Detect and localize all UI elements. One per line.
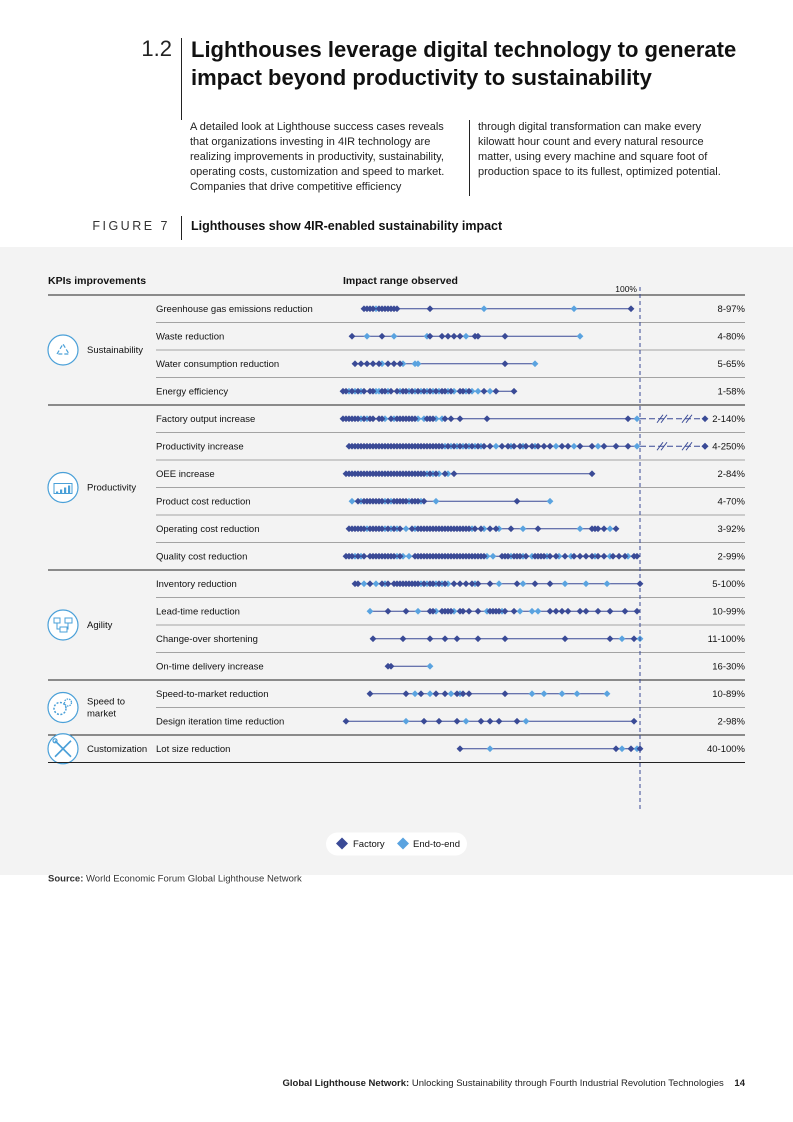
- figure-title: Lighthouses show 4IR-enabled sustainability impact: [191, 219, 503, 233]
- end-to-end-point: [403, 525, 410, 532]
- kpi-label: Lot size reduction: [156, 743, 231, 755]
- factory-point: [457, 333, 464, 340]
- end-to-end-point: [577, 333, 584, 340]
- factory-point: [577, 553, 584, 560]
- factory-point: [589, 470, 596, 477]
- factory-point: [553, 608, 560, 615]
- end-to-end-point: [529, 690, 536, 697]
- kpi-label: Quality cost reduction: [156, 551, 248, 563]
- kpi-label: Lead-time reduction: [156, 606, 240, 618]
- factory-point: [511, 608, 518, 615]
- kpi-range-value: 11-100%: [707, 633, 745, 645]
- kpi-label: Speed-to-market reduction: [156, 688, 269, 700]
- factory-point: [481, 388, 488, 395]
- factory-point: [565, 608, 572, 615]
- legend-factory-label: Factory: [353, 839, 385, 850]
- factory-point: [385, 360, 392, 367]
- factory-point: [502, 333, 509, 340]
- end-to-end-point: [448, 690, 455, 697]
- factory-point: [502, 635, 509, 642]
- end-to-end-point: [364, 333, 371, 340]
- factory-point: [427, 635, 434, 642]
- factory-point: [475, 635, 482, 642]
- footer-publication-rest: Unlocking Sustainability through Fourth Industrial Revolution Technologies: [411, 1078, 724, 1089]
- tools-icon: [48, 734, 78, 764]
- factory-point: [385, 608, 392, 615]
- factory-point: [613, 443, 620, 450]
- factory-point: [487, 525, 494, 532]
- factory-point: [370, 360, 377, 367]
- kpi-range-value: 1-58%: [717, 386, 745, 398]
- factory-point: [535, 525, 542, 532]
- end-to-end-point: [427, 690, 434, 697]
- page-number: 14: [734, 1078, 745, 1089]
- kpi-range-value: 4-250%: [712, 441, 745, 453]
- end-to-end-point: [553, 443, 560, 450]
- factory-point: [487, 443, 494, 450]
- factory-point: [616, 553, 623, 560]
- factory-point: [607, 635, 614, 642]
- factory-point: [514, 718, 521, 725]
- end-to-end-point: [535, 608, 542, 615]
- end-to-end-point: [412, 690, 419, 697]
- kpi-range-value: 4-70%: [717, 496, 745, 508]
- factory-point: [562, 553, 569, 560]
- end-to-end-point: [463, 718, 470, 725]
- factory-point: [478, 718, 485, 725]
- end-to-end-point: [520, 525, 527, 532]
- factory-point: [442, 690, 449, 697]
- figure-label: FIGURE 7: [92, 219, 170, 233]
- factory-point: [631, 718, 638, 725]
- footer-publication-bold: Global Lighthouse Network:: [282, 1078, 410, 1089]
- kpi-label: On-time delivery increase: [156, 661, 264, 673]
- end-to-end-point: [391, 333, 398, 340]
- section-number: 1.2: [141, 36, 172, 61]
- factory-point: [508, 525, 515, 532]
- end-to-end-point: [520, 580, 527, 587]
- factory-point: [502, 360, 509, 367]
- group-label-3-0: Speed to: [87, 696, 126, 708]
- end-to-end-point: [493, 443, 500, 450]
- factory-point: [622, 608, 629, 615]
- factory-point: [442, 635, 449, 642]
- factory-point: [475, 608, 482, 615]
- source-text: World Economic Forum Global Lighthouse Network: [86, 873, 302, 885]
- factory-point: [583, 608, 590, 615]
- factory-point: [403, 608, 410, 615]
- factory-point: [448, 415, 455, 422]
- end-to-end-point: [583, 580, 590, 587]
- factory-point: [451, 580, 458, 587]
- factory-point: [514, 498, 521, 505]
- end-to-end-point: [604, 580, 611, 587]
- end-to-end-point: [529, 608, 536, 615]
- factory-point: [502, 690, 509, 697]
- end-to-end-point: [559, 690, 566, 697]
- reference-line-label: 100%: [615, 284, 637, 294]
- kpi-range-value: 5-100%: [712, 578, 745, 590]
- factory-point: [457, 580, 464, 587]
- kpi-label: Waste reduction: [156, 331, 225, 343]
- header-impact: Impact range observed: [343, 275, 458, 287]
- kpi-range-value: 8-97%: [717, 303, 745, 315]
- flowchart-icon: [48, 610, 78, 640]
- factory-point: [634, 608, 641, 615]
- end-to-end-point: [406, 553, 413, 560]
- kpi-range-chart: [0, 247, 793, 885]
- end-to-end-point: [361, 580, 368, 587]
- legend-end-to-end-label: End-to-end: [413, 839, 461, 850]
- factory-point: [613, 525, 620, 532]
- end-to-end-point: [571, 305, 578, 312]
- end-to-end-point: [523, 718, 530, 725]
- end-to-end-point: [487, 745, 494, 752]
- factory-point: [613, 745, 620, 752]
- factory-point: [583, 553, 590, 560]
- factory-point: [496, 718, 503, 725]
- factory-point: [433, 690, 440, 697]
- factory-point: [463, 580, 470, 587]
- paragraph-divider: [469, 120, 470, 196]
- group-label-4-0: Customization: [87, 743, 148, 755]
- header-kpi: KPIs improvements: [48, 275, 147, 287]
- end-to-end-point: [403, 718, 410, 725]
- end-to-end-point: [475, 388, 482, 395]
- factory-point: [370, 635, 377, 642]
- end-to-end-point: [532, 360, 539, 367]
- kpi-range-value: 10-89%: [712, 688, 745, 700]
- intro-paragraph-left: A detailed look at Lighthouse success cases reveals that organizations investing in 4IR technology are realizing improvements in productivity, sustainability, operating costs, customization and speed to market. Companies that drive competitive efficiency: [190, 121, 445, 193]
- end-to-end-point: [571, 443, 578, 450]
- end-to-end-point: [619, 745, 626, 752]
- end-to-end-point: [595, 443, 602, 450]
- factory-point: [457, 745, 464, 752]
- end-to-end-point: [574, 690, 581, 697]
- end-to-end-point: [562, 580, 569, 587]
- end-to-end-point: [349, 498, 356, 505]
- end-to-end-point: [463, 333, 470, 340]
- factory-point: [532, 580, 539, 587]
- factory-point: [601, 443, 608, 450]
- group-label-1-0: Productivity: [87, 482, 137, 494]
- factory-point: [454, 635, 461, 642]
- factory-point: [436, 718, 443, 725]
- factory-point: [511, 388, 518, 395]
- factory-point: [559, 443, 566, 450]
- factory-point: [631, 635, 638, 642]
- factory-point: [466, 690, 473, 697]
- factory-point: [562, 635, 569, 642]
- kpi-label: Productivity increase: [156, 441, 244, 453]
- factory-point: [628, 745, 635, 752]
- kpi-range-value: 2-98%: [717, 716, 745, 728]
- factory-point: [403, 690, 410, 697]
- kpi-label: Design iteration time reduction: [156, 716, 285, 728]
- kpi-label: Energy efficiency: [156, 386, 229, 398]
- factory-point: [565, 443, 572, 450]
- intro-paragraph-right: through digital transformation can make every kilowatt hour count and every natural resource matter, using every machine and square foot of production space to its fullest, optimized potential.: [478, 121, 721, 178]
- factory-point: [439, 333, 446, 340]
- kpi-label: Water consumption reduction: [156, 358, 280, 370]
- section-title: Lighthouses leverage digital technology to generate impact beyond productivity to sustainability: [191, 37, 737, 90]
- factory-point: [499, 443, 506, 450]
- end-to-end-point: [517, 608, 524, 615]
- factory-point: [400, 635, 407, 642]
- end-to-end-point: [427, 663, 434, 670]
- end-to-end-point: [577, 525, 584, 532]
- bar-chart-icon: [48, 473, 78, 503]
- kpi-label: OEE increase: [156, 468, 215, 480]
- factory-point: [391, 360, 398, 367]
- end-to-end-point: [481, 305, 488, 312]
- kpi-range-value: 16-30%: [712, 661, 745, 673]
- factory-point: [493, 388, 500, 395]
- factory-point: [457, 415, 464, 422]
- factory-point: [454, 718, 461, 725]
- end-to-end-point: [634, 443, 641, 450]
- group-label-2-0: Agility: [87, 620, 113, 631]
- factory-point: [358, 360, 365, 367]
- group-label-0-0: Sustainability: [87, 345, 143, 356]
- factory-point: [702, 415, 709, 422]
- factory-point: [427, 305, 434, 312]
- end-to-end-point: [415, 608, 422, 615]
- page-footer: [283, 1078, 745, 1089]
- factory-point: [343, 718, 350, 725]
- factory-point: [628, 305, 635, 312]
- end-to-end-point: [604, 690, 611, 697]
- factory-point: [367, 580, 374, 587]
- kpi-label: Greenhouse gas emissions reduction: [156, 303, 313, 315]
- figure-divider: [181, 216, 182, 240]
- end-to-end-point: [547, 498, 554, 505]
- factory-point: [421, 718, 428, 725]
- kpi-range-value: 2-84%: [717, 468, 745, 480]
- factory-point: [589, 443, 596, 450]
- factory-point: [349, 333, 356, 340]
- kpi-range-value: 40-100%: [706, 743, 745, 755]
- end-to-end-point: [487, 388, 494, 395]
- end-to-end-point: [490, 553, 497, 560]
- factory-point: [601, 553, 608, 560]
- factory-point: [541, 443, 548, 450]
- factory-point: [451, 333, 458, 340]
- factory-point: [625, 443, 632, 450]
- factory-point: [601, 525, 608, 532]
- kpi-label: Change-over shortening: [156, 633, 258, 645]
- factory-point: [451, 470, 458, 477]
- group-label-3-1: market: [87, 708, 117, 720]
- kpi-range-value: 2-99%: [717, 551, 745, 563]
- figure-source: [48, 874, 302, 885]
- factory-point: [466, 608, 473, 615]
- factory-point: [559, 608, 566, 615]
- end-to-end-point: [433, 498, 440, 505]
- factory-point: [577, 608, 584, 615]
- factory-point: [364, 360, 371, 367]
- factory-point: [487, 718, 494, 725]
- end-to-end-point: [541, 690, 548, 697]
- factory-point: [514, 580, 521, 587]
- section-divider: [181, 38, 182, 120]
- kpi-label: Factory output increase: [156, 413, 256, 425]
- end-to-end-point: [496, 580, 503, 587]
- factory-point: [577, 443, 584, 450]
- factory-point: [352, 360, 359, 367]
- recycle-icon: [48, 335, 78, 365]
- factory-point: [547, 580, 554, 587]
- factory-point: [379, 333, 386, 340]
- kpi-range-value: 4-80%: [717, 331, 745, 343]
- factory-point: [625, 415, 632, 422]
- factory-point: [418, 690, 425, 697]
- end-to-end-point: [619, 635, 626, 642]
- end-to-end-point: [634, 415, 641, 422]
- gears-icon: [48, 693, 78, 723]
- factory-point: [547, 443, 554, 450]
- kpi-range-value: 2-140%: [712, 413, 745, 425]
- end-to-end-point: [607, 525, 614, 532]
- factory-point: [367, 690, 374, 697]
- kpi-label: Product cost reduction: [156, 496, 251, 508]
- kpi-range-value: 5-65%: [717, 358, 745, 370]
- factory-point: [547, 608, 554, 615]
- end-to-end-point: [373, 580, 380, 587]
- factory-point: [607, 608, 614, 615]
- kpi-label: Operating cost reduction: [156, 523, 260, 535]
- kpi-range-value: 3-92%: [717, 523, 745, 535]
- kpi-label: Inventory reduction: [156, 578, 237, 590]
- factory-point: [702, 443, 709, 450]
- factory-point: [487, 580, 494, 587]
- factory-point: [484, 415, 491, 422]
- kpi-range-value: 10-99%: [712, 606, 745, 618]
- factory-point: [595, 608, 602, 615]
- factory-point: [445, 333, 452, 340]
- source-label: Source:: [48, 873, 87, 885]
- end-to-end-point: [367, 608, 374, 615]
